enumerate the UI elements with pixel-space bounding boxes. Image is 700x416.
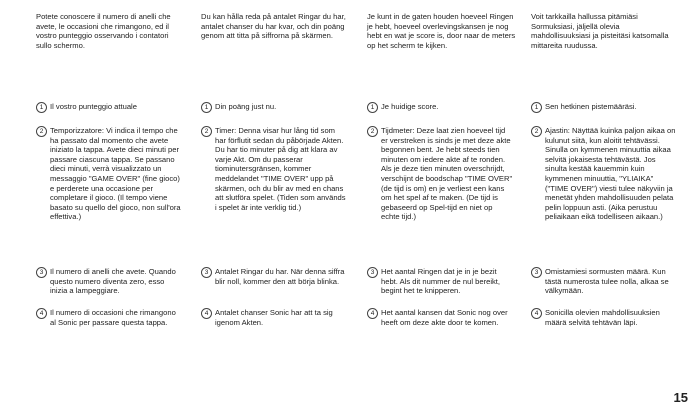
item-text: Je huidige score.: [381, 102, 439, 111]
item-text: Het aantal Ringen dat je in je bezit hebt. Als dit nummer de nul bereikt, begint het te knipperen.: [381, 267, 501, 296]
item-text: Il numero di anelli che avete. Quando questo numero diventa zero, esso inizia a lampeggiare.: [50, 267, 176, 296]
circled-number: 3: [367, 267, 378, 278]
item-text: Het aantal kansen dat Sonic nog over heeft om deze akte door te komen.: [381, 308, 508, 327]
circled-number: 1: [36, 102, 47, 113]
circled-number: 4: [36, 308, 47, 319]
circled-number: 1: [201, 102, 212, 113]
circled-number: 2: [367, 126, 378, 137]
circled-number: 4: [367, 308, 378, 319]
item-text: Antalet chanser Sonic har att ta sig igenom Akten.: [215, 308, 333, 327]
item-text: Il numero di occasioni che rimangono al Sonic per passare questa tappa.: [50, 308, 176, 327]
item-text: Timer: Denna visar hur lång tid som har förflutit sedan du påbörjade Akten. Du har tio minuter på dig att klara av varje Akt. Om du passerar tiominutersgränsen, kommer meddelandet "TIME OVER" upp på skärmen, och du blir av med en chans att slutföra spelet. (Tiden som används i spelet är inte verklig tid.): [215, 126, 346, 212]
circled-number: 3: [201, 267, 212, 278]
item-text: Sen hetkinen pistemääräsi.: [545, 102, 637, 111]
circled-number: 3: [531, 267, 542, 278]
intro-paragraph: Potete conoscere il numero di anelli che avete, le occasioni che rimangono, ed il vostro punteggio osservando i contatori sullo schermo.: [36, 12, 171, 50]
circled-number: 2: [201, 126, 212, 137]
item-text: Din poäng just nu.: [215, 102, 277, 111]
item-text: Antalet Ringar du har. När denna siffra blir noll, kommer den att börja blinka.: [215, 267, 345, 286]
circled-number: 2: [531, 126, 542, 137]
page-number: 15: [673, 390, 688, 405]
circled-number: 4: [531, 308, 542, 319]
circled-number: 1: [367, 102, 378, 113]
item-text: Il vostro punteggio attuale: [50, 102, 137, 111]
item-text: Tijdmeter: Deze laat zien hoeveel tijd er verstreken is sinds je met deze akte begonnen bent. Je hebt steeds tien minuten om iedere akte af te ronden. Als je deze tien minuten overschrijdt, verschijnt de boodschap "TIME OVER" (de tijd is om) en je verliest een kans om het spel af te maken. (De tijd is gebaseerd op Spel-tijd en niet op echte tijd.): [381, 126, 513, 222]
circled-number: 1: [531, 102, 542, 113]
circled-number: 4: [201, 308, 212, 319]
intro-paragraph: Je kunt in de gaten houden hoeveel Ringen je hebt, hoeveel overlevingskansen je nog hebt en wat je score is, door naar de meters op het scherm te kijken.: [367, 12, 516, 50]
item-text: Omistamiesi sormusten määrä. Kun tästä numerosta tulee nolla, alkaa se välkymään.: [545, 267, 669, 296]
item-text: Ajastin: Näyttää kuinka paljon aikaa on kulunut siitä, kun aloitit tehtävässi. Sinulla on kymmenen minuuttia aikaa selvitä jokaisesta tehtävästä. Jos sinulta kestää kauemmin kuin kymmenen minuuttia, "YLIAIKA" ("TIME OVER") viesti tulee näkyviin ja menetät yhden mahdollisuuden pelata pelin loppuun asti. (Aika perustuu peliaikaan eikä todelliseen aikaan.): [545, 126, 676, 222]
item-text: Sonicilla olevien mahdollisuuksien määrä selvitä tehtävän läpi.: [545, 308, 660, 327]
item-text: Temporizzatore: Vi indica il tempo che ha passato dal momento che avete iniziato la tappa. Avete dieci minuti per passare ciascuna tappa. Se passano dieci minuti, verrà visualizzato un messaggio "GAME OVER" (fine gioco) e perderete una occasione per completare il gioco. (Il tempo viene basato su quello del gioco, non sull'ora effettiva.): [50, 126, 181, 222]
intro-paragraph: Voit tarkkailla hallussa pitämiäsi Sormuksiasi, jäljellä olevia mahdollisuuksiasi ja pisteitäsi katsomalla mittareita ruudussa.: [531, 12, 669, 50]
intro-paragraph: Du kan hålla reda på antalet Ringar du har, antalet chanser du har kvar, och din poäng genom att titta på siffrorna på skärmen.: [201, 12, 346, 41]
circled-number: 2: [36, 126, 47, 137]
circled-number: 3: [36, 267, 47, 278]
